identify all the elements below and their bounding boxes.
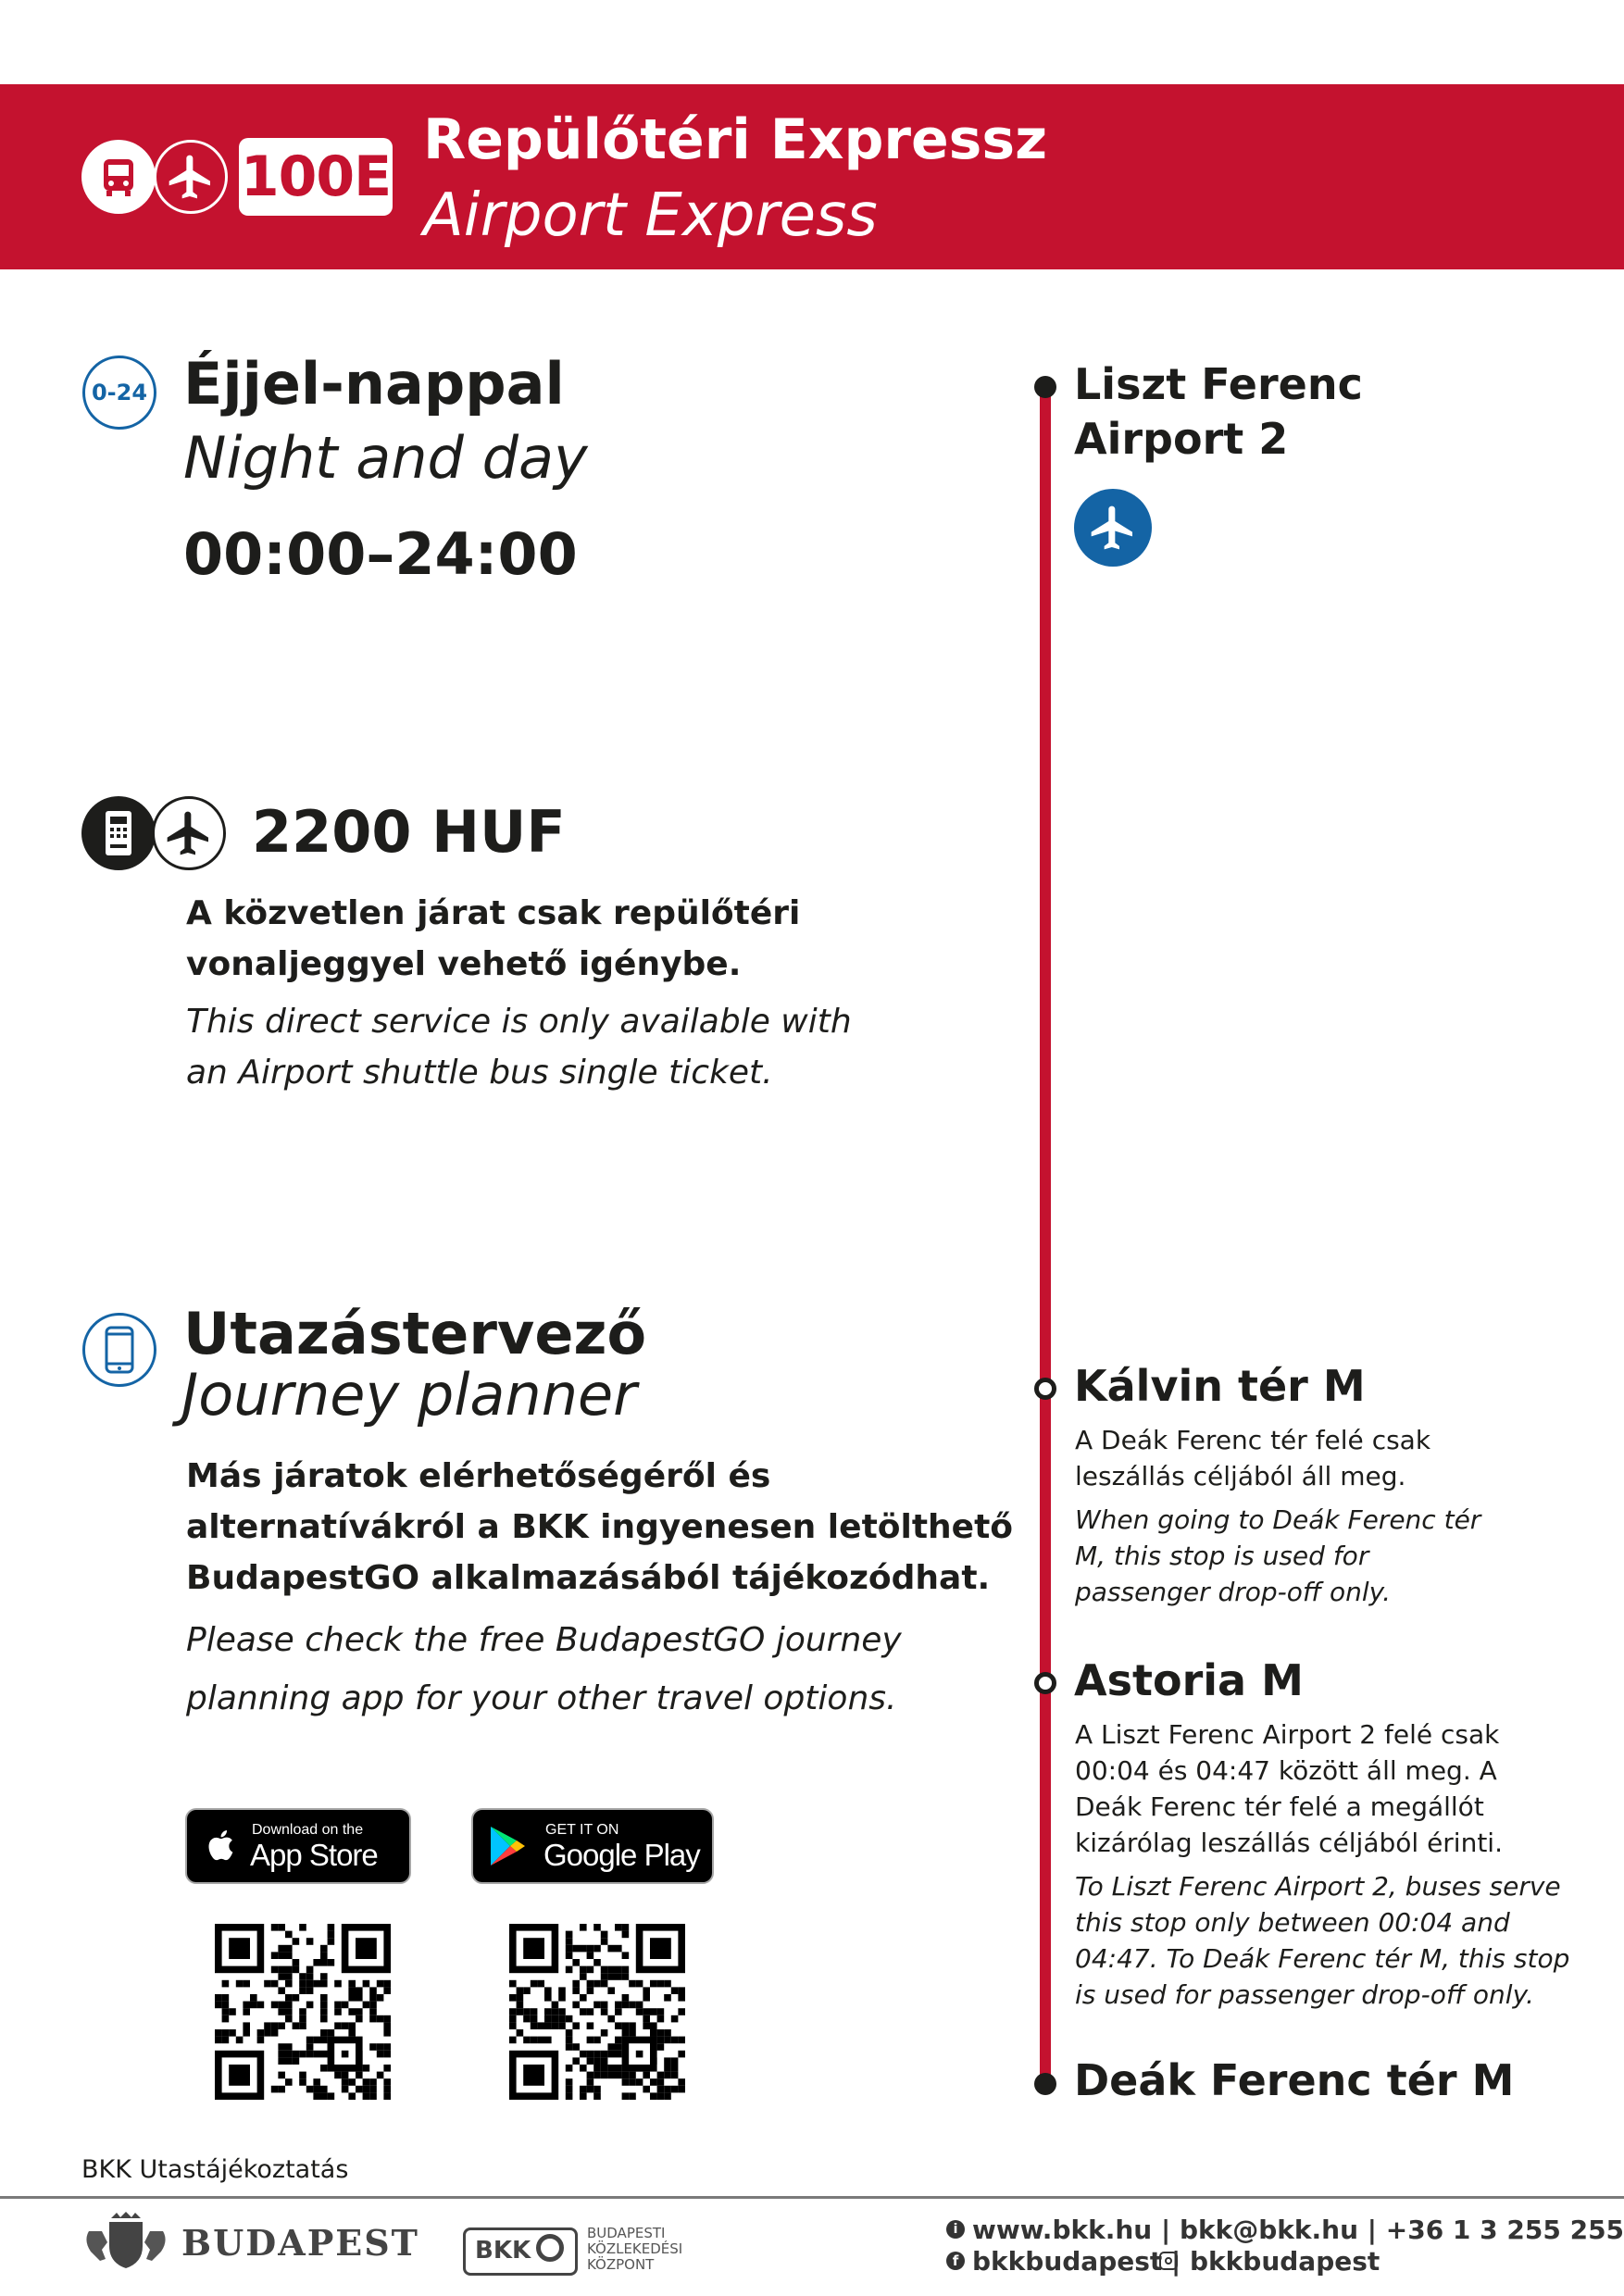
stop-marker: [1034, 2073, 1056, 2095]
stop-name-deak: Deák Ferenc tér M: [1074, 2055, 1515, 2105]
stop-note-astoria-en: To Liszt Ferenc Airport 2, buses serve this stop only between 00:04 and 04:47. To Deák Ferenc tér M, this stop is used for passenger drop-off only.: [1075, 1871, 1570, 2010]
budapest-coat-of-arms-icon: [78, 2211, 174, 2272]
stop-name-kalvin: Kálvin tér M: [1074, 1361, 1366, 1411]
stop-name-astoria: Astoria M: [1074, 1655, 1304, 1705]
google-play-icon: [488, 1825, 527, 1867]
facebook-icon: f: [946, 2252, 965, 2270]
info-icon: i: [946, 2220, 965, 2239]
ticket-price: 2200 HUF: [252, 798, 566, 866]
google-play-button[interactable]: [471, 1808, 714, 1884]
stop-note-kalvin-en: When going to Deák Ferenc tér M, this stop is used for passenger drop-off only.: [1075, 1504, 1481, 1607]
route-number-badge: 100E: [239, 138, 393, 216]
route-title-en: Airport Express: [423, 181, 878, 250]
instagram-icon: [1159, 2252, 1178, 2270]
bkk-logo-text: BKK: [475, 2237, 531, 2265]
planner-text-en: Please check the free BudapestGO journey planning app for your other travel options.: [186, 1621, 902, 1717]
stop-marker: [1034, 376, 1056, 398]
bkk-logo: [463, 2227, 578, 2276]
planner-text-hu: Más járatok elérhetőségéről és alternatívákról a BKK ingyenesen letölthető BudapestGO alkalmazásából tájékozódhat.: [186, 1457, 1014, 1597]
stop-marker: [1034, 1672, 1056, 1694]
bus-icon: [81, 140, 156, 214]
google-play-label: Google Play: [543, 1838, 700, 1872]
stop-name-liszt-line2: Airport 2: [1074, 414, 1289, 464]
footer-info: BKK Utastájékoztatás: [81, 2155, 349, 2184]
app-store-small-label: Download on the: [252, 1822, 364, 1838]
bkk-full-name: BUDAPESTI KÖZLEKEDÉSI KÖZPONT: [587, 2225, 683, 2273]
budapest-logo-text: BUDAPEST: [181, 2222, 419, 2264]
apple-icon: [204, 1823, 241, 1867]
google-play-small-label: GET IT ON: [545, 1822, 619, 1838]
bkk-logo-ring-icon: [536, 2234, 564, 2262]
schedule-hours: 00:00–24:00: [183, 520, 578, 588]
24h-badge-icon: 0-24: [82, 356, 156, 430]
airplane-icon: [152, 796, 226, 870]
planner-title-hu: Utazástervező: [183, 1300, 647, 1367]
schedule-title-en: Night and day: [183, 424, 588, 492]
google-play-qr-code[interactable]: [509, 1924, 685, 2100]
ticket-machine-icon: [81, 796, 156, 870]
app-store-button[interactable]: [185, 1808, 411, 1884]
schedule-title-hu: Éjjel-nappal: [183, 350, 565, 418]
route-title-hu: Repülőtéri Expressz: [423, 107, 1048, 172]
contact-line[interactable]: www.bkk.hu | bkk@bkk.hu | +36 1 3 255 255: [972, 2215, 1624, 2245]
stop-name-liszt-line1: Liszt Ferenc: [1074, 359, 1363, 409]
airplane-icon: [154, 140, 228, 214]
social-line[interactable]: bkkbudapest | bkkbudapest: [972, 2246, 1380, 2277]
ticket-text-hu: A közvetlen járat csak repülőtéri vonaljeggyel vehető igénybe.: [186, 894, 801, 983]
stop-marker: [1034, 1378, 1056, 1400]
ticket-text-en: This direct service is only available with an Airport shuttle bus single ticket.: [186, 1003, 852, 1092]
app-store-label: App Store: [250, 1838, 378, 1872]
airport-icon: [1074, 489, 1152, 567]
planner-title-en: Journey planner: [181, 1361, 637, 1429]
stop-note-astoria-hu: A Liszt Ferenc Airport 2 felé csak 00:04 és 04:47 között áll meg. A Deák Ferenc tér felé a megállót kizárólag leszállás céljából érinti.: [1075, 1719, 1503, 1858]
stop-note-kalvin-hu: A Deák Ferenc tér felé csak leszállás céljából áll meg.: [1075, 1425, 1431, 1491]
route-line: [1040, 387, 1051, 2084]
footer-divider: [0, 2196, 1624, 2199]
app-store-qr-code[interactable]: [215, 1924, 391, 2100]
smartphone-icon: [82, 1313, 156, 1387]
